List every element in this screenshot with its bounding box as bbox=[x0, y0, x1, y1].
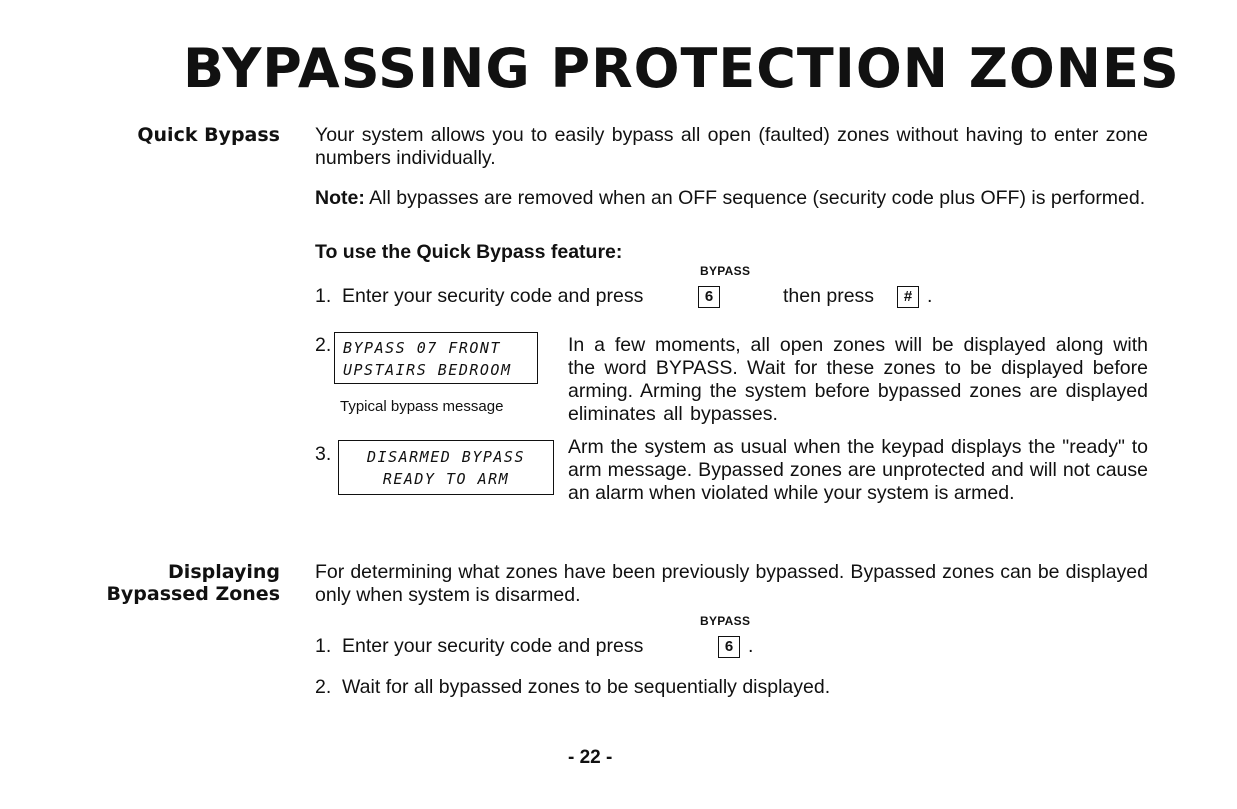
note-label: Note: bbox=[315, 187, 365, 209]
key-hash-button: # bbox=[897, 286, 919, 308]
bypass-key-tag: BYPASS bbox=[700, 264, 751, 278]
section-label-line: Displaying bbox=[168, 561, 280, 583]
lcd-display-ready-message bbox=[338, 440, 554, 495]
step-number: 1. bbox=[315, 285, 332, 307]
step3-text: Arm the system as usual when the keypad displays the "ready" to arm message. Bypassed zones are unprotected and will not cause an alarm when violated while your system is armed. bbox=[568, 436, 1148, 504]
key-6-button: 6 bbox=[718, 636, 740, 658]
section-label-line: Bypassed Zones bbox=[106, 583, 280, 605]
section-label-displaying-bypassed-zones bbox=[60, 561, 280, 605]
section-label-quick-bypass: Quick Bypass bbox=[137, 124, 280, 146]
lcd-line: BYPASS 07 FRONT bbox=[343, 339, 501, 357]
step1-text: Enter your security code and press bbox=[342, 285, 644, 307]
step-number: 1. bbox=[315, 635, 332, 657]
note-paragraph bbox=[315, 187, 1148, 210]
page-number: - 22 - bbox=[568, 747, 613, 768]
step-number: 3. bbox=[315, 443, 332, 465]
display-caption: Typical bypass message bbox=[340, 398, 504, 415]
step1-then-text: then press bbox=[783, 285, 875, 307]
step2-text: In a few moments, all open zones will be displayed along with the word BYPASS. Wait for these zones to be displayed before arming. Arming the system before bypassed zones are displayed eliminates all bypasses. bbox=[568, 334, 1148, 425]
bypass-key-tag: BYPASS bbox=[700, 614, 751, 628]
quick-bypass-intro: Your system allows you to easily bypass all open (faulted) zones without having to enter zone numbers individually. bbox=[315, 124, 1148, 169]
step-number: 2. bbox=[315, 676, 332, 698]
lcd-display-bypass-message bbox=[334, 332, 538, 384]
step-number: 2. bbox=[315, 334, 332, 356]
lcd-line: READY TO ARM bbox=[382, 470, 510, 488]
note-text: All bypasses are removed when an OFF sequence (security code plus OFF) is performed. bbox=[369, 187, 1146, 209]
quick-bypass-howto: To use the Quick Bypass feature: bbox=[315, 241, 623, 263]
lcd-line: DISARMED BYPASS bbox=[367, 448, 525, 466]
page-title: BYPASSING PROTECTION ZONES bbox=[183, 37, 1180, 100]
displaying-step1-period: . bbox=[748, 635, 754, 657]
displaying-step2-text: Wait for all bypassed zones to be sequentially displayed. bbox=[342, 676, 831, 698]
lcd-line: UPSTAIRS BEDROOM bbox=[343, 361, 512, 379]
displaying-step1-text: Enter your security code and press bbox=[342, 635, 644, 657]
displaying-intro: For determining what zones have been previously bypassed. Bypassed zones can be displayed only when system is disarmed. bbox=[315, 561, 1148, 606]
key-6-button: 6 bbox=[698, 286, 720, 308]
step1-period: . bbox=[927, 285, 933, 307]
